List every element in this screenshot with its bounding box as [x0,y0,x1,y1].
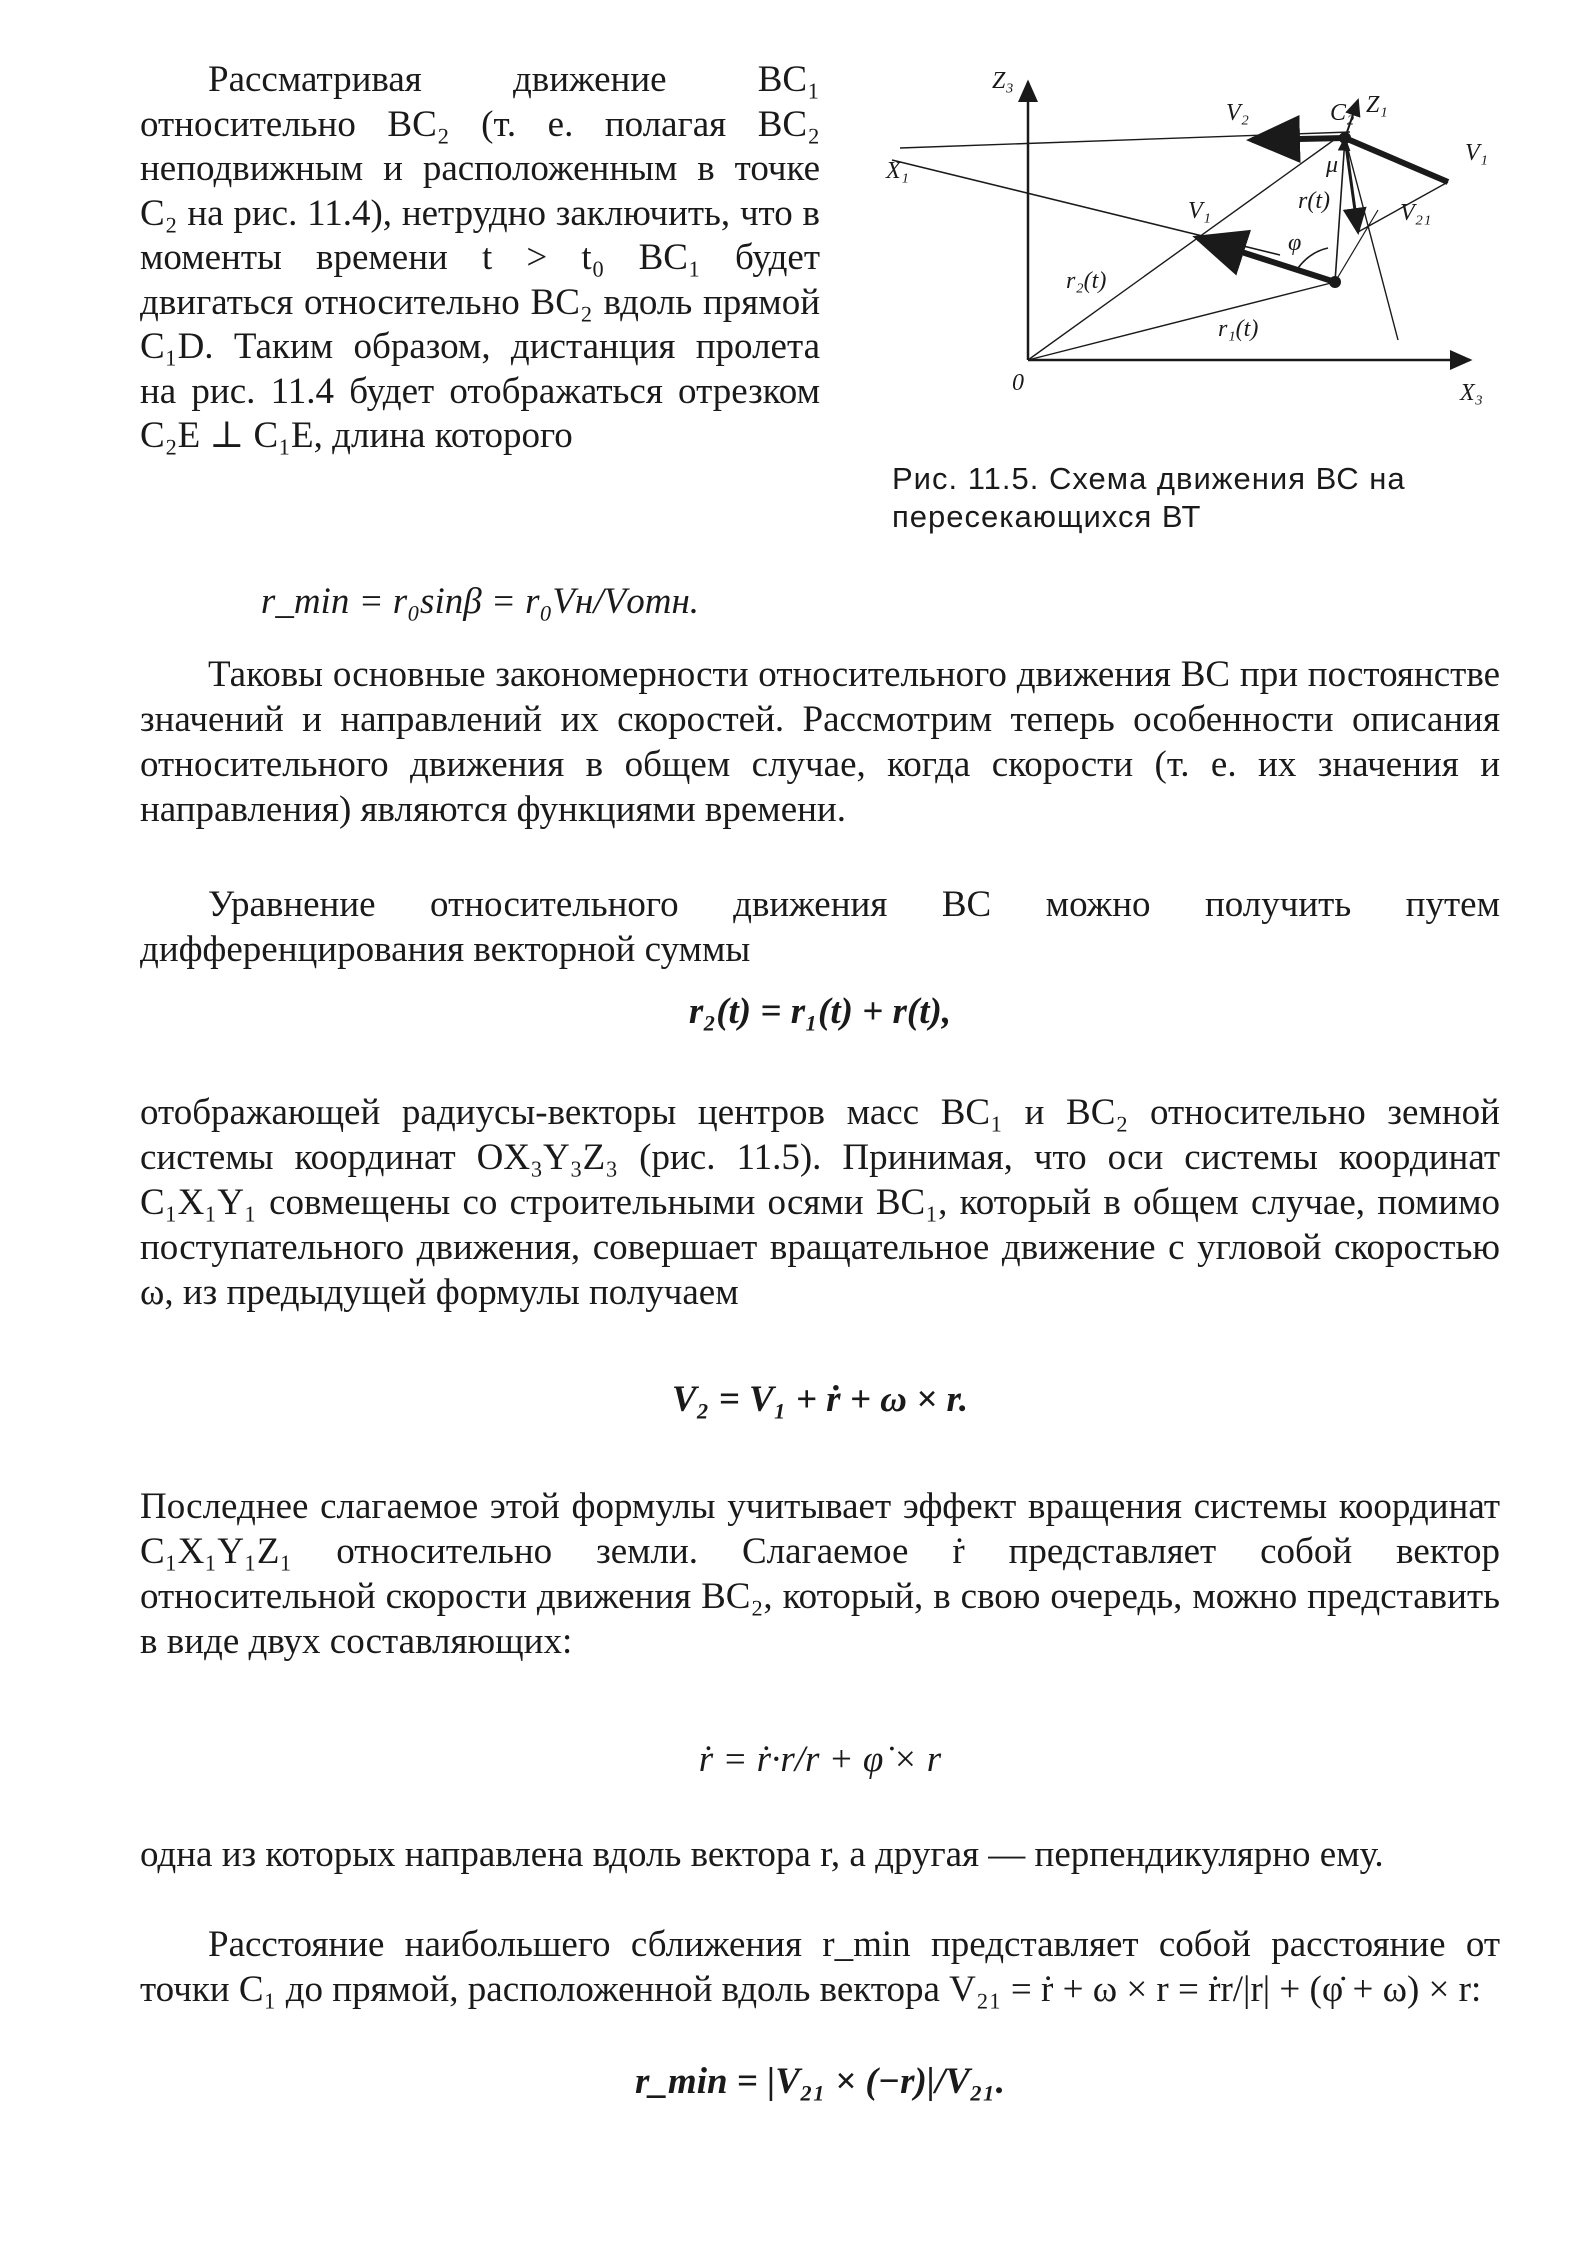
vector-diagram [880,60,1500,460]
paragraph-3: Уравнение относительного движения ВС можно получить путем дифференцирования векторной суммы [140,884,1500,970]
formula-4: ṙ = ṙ·r/r + φ̇ × r [698,1739,942,1780]
v2-vector [1252,138,1345,140]
label-v1-right: V₁ [1465,140,1489,166]
paragraph-6: одна из которых направлена вдоль вектора r, а другая — перпендикулярно ему. [140,1834,1384,1875]
formula-3: V₂ = V₁ + ṙ + ω × r. [671,1379,969,1420]
v1-vector [1198,238,1335,282]
paragraph-4: отображающей радиусы-векторы центров масс ВС₁ и ВС₂ относительно земной системы координат OX₃Y₃Z₃ (рис. 11.5). Принимая, что оси системы координат C₁X₁Y₁ совмещены со строительными осями BC₁, который в общем случае, помимо поступательного движения, совершает вращательное движение с угловой скоростью ω, из предыдущей формулы получаем [140,1092,1500,1313]
label-c2: C₂ [1330,100,1355,126]
label-mu: μ [1326,152,1339,178]
label-v21: V₂₁ [1400,200,1432,226]
paragraph-1: Рассматривая движение ВС₁ относительно ВС₂ (т. е. полагая ВС₂ неподвижным и расположенным в точке C₂ на рис. 11.4), нетрудно заключить, что в моменты времени t > t₀ ВС₁ будет двигаться относительно ВС₂ вдоль прямой C₁D. Таким образом, дистанция пролета на рис. 11.4 будет отображаться отрезком C₂E ⊥ C₁E, длина которого [140,59,820,456]
figure-caption: Рис. 11.5. Схема движения ВС на пересекающихся ВТ [892,461,1406,534]
label-z1: Z₁ [1366,92,1388,118]
paragraph-7: Расстояние наибольшего сближения r_min представляет собой расстояние от точки C₁ до прямой, расположенной вдоль вектора V₂₁ = ṙ + ω × r = ṙr/|r| + (φ̇ + ω) × r: [140,1924,1500,2010]
label-phi: φ [1288,230,1302,256]
label-r2: r₂(t) [1066,268,1107,294]
label-origin: 0 [1012,370,1024,396]
label-r1: r₁(t) [1218,316,1259,342]
x1-axis [892,160,1280,255]
label-z3: Z₃ [992,68,1014,94]
label-v2: V₂ [1226,100,1250,126]
point-c2 [1339,132,1351,144]
label-x3: X₃ [1460,380,1484,406]
formula-2: r₂(t) = r₁(t) + r(t), [688,991,952,1032]
label-r: r(t) [1298,188,1330,214]
v1-copy-vector [1345,138,1448,182]
label-x1: X₁ [886,158,910,184]
point-c1 [1329,276,1341,288]
figure-11-5 [880,60,1500,490]
paragraph-2: Таковы основные закономерности относительного движения ВС при постоянстве значений и направлений их скоростей. Рассмотрим теперь особенности описания относительного движения в общем случае, когда скорости (т. е. их значения и направления) являются функциями времени. [140,654,1500,830]
paragraph-5: Последнее слагаемое этой формулы учитывает эффект вращения системы координат C₁X₁Y₁Z₁ относительно земли. Слагаемое ṙ представляет собой вектор относительной скорости движения ВС₂, который, в свою очередь, можно представить в виде двух составляющих: [140,1486,1500,1662]
label-v1: V₁ [1188,198,1212,224]
formula-1: r_min = r₀sinβ = r₀Vн/Vотн. [260,581,700,622]
formula-5: r_min = |V₂₁ × (−r)|/V₂₁. [635,2061,1005,2102]
v21-vector [1345,138,1358,232]
